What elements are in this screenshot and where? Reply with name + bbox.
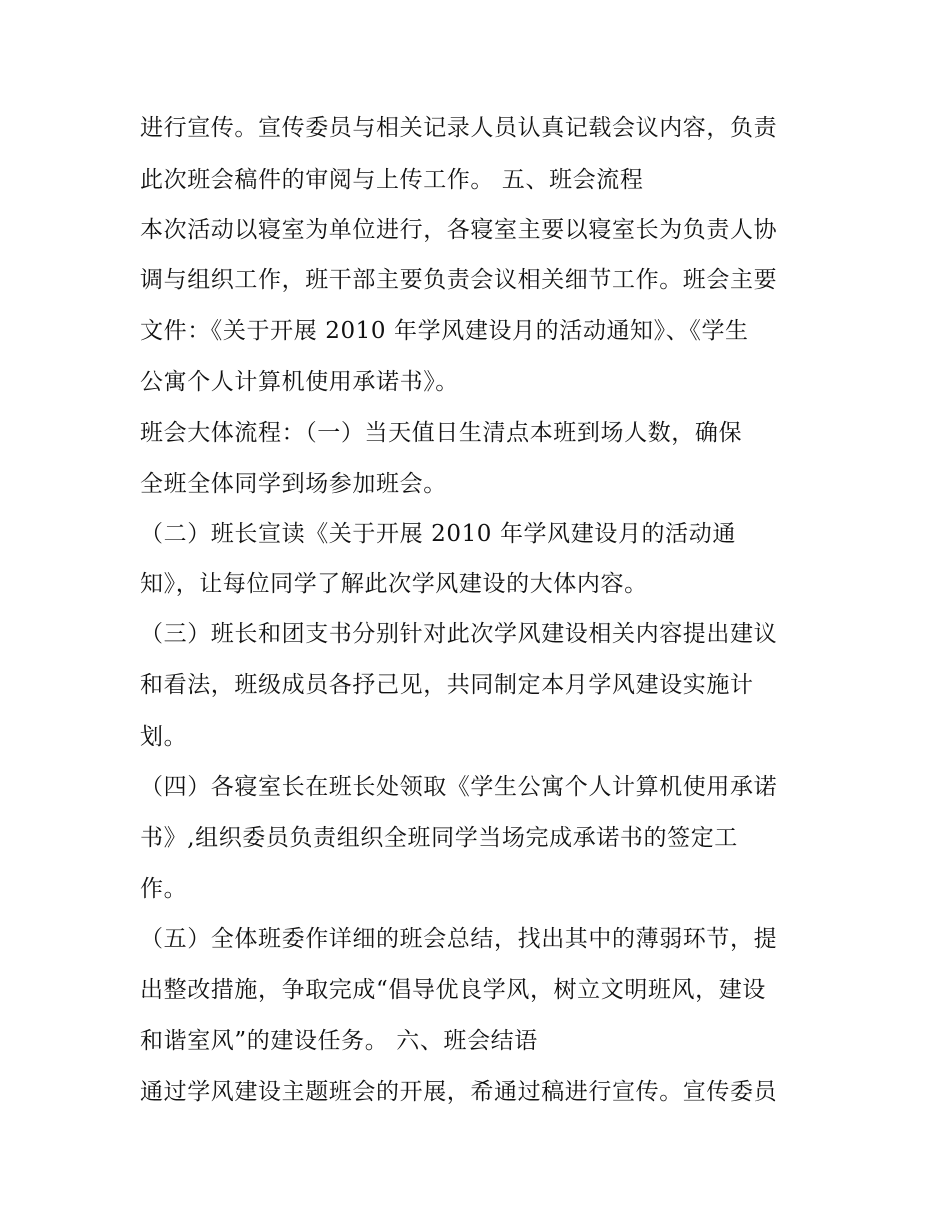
text-line: 和谐室风”的建设任务。 六、班会结语 [140,1028,538,1054]
text-line: （四）各寝室长在班长处领取《学生公寓个人计算机使用承诺 [140,774,778,800]
text-line: 作。 [140,876,188,902]
text-line: 知》，让每位同学了解此次学风建设的大体内容。 [140,571,648,597]
text-line: 本次活动以寝室为单位进行，各寝室主要以寝室长为负责人协 [140,217,778,243]
text-line: 班会大体流程：（一）当天值日生清点本班到场人数，确保 [140,420,743,446]
text-line: 调与组织工作，班干部主要负责会议相关细节工作。班会主要 [140,267,778,293]
text-line: 出整改措施，争取完成“倡导优良学风，树立文明班风，建设 [140,977,766,1003]
text-line: 进行宣传。宣传委员与相关记录人员认真记载会议内容，负责 [140,115,778,141]
text-line: 和看法，班级成员各抒己见，共同制定本月学风建设实施计 [140,672,754,698]
text-line: 划。 [140,724,188,750]
text-line: （五）全体班委作详细的班会总结，找出其中的薄弱环节，提 [140,926,778,952]
text-line: （三）班长和团支书分别针对此次学风建设相关内容提出建议 [140,621,778,647]
text-line: 此次班会稿件的审阅与上传工作。 五、班会流程 [140,167,644,193]
text-line: 书》,组织委员负责组织全班同学当场完成承诺书的签定工 [140,825,738,851]
text-line: 全班全体同学到场参加班会。 [140,471,447,497]
text-line: 文件：《关于开展 2010 年学风建设月的活动通知》、《学生 [140,318,749,344]
text-line: （二）班长宣读《关于开展 2010 年学风建设月的活动通 [140,521,736,547]
text-line: 通过学风建设主题班会的开展，希通过稿进行宣传。宣传委员 [140,1079,778,1105]
text-line: 公寓个人计算机使用承诺书》。 [140,369,459,395]
